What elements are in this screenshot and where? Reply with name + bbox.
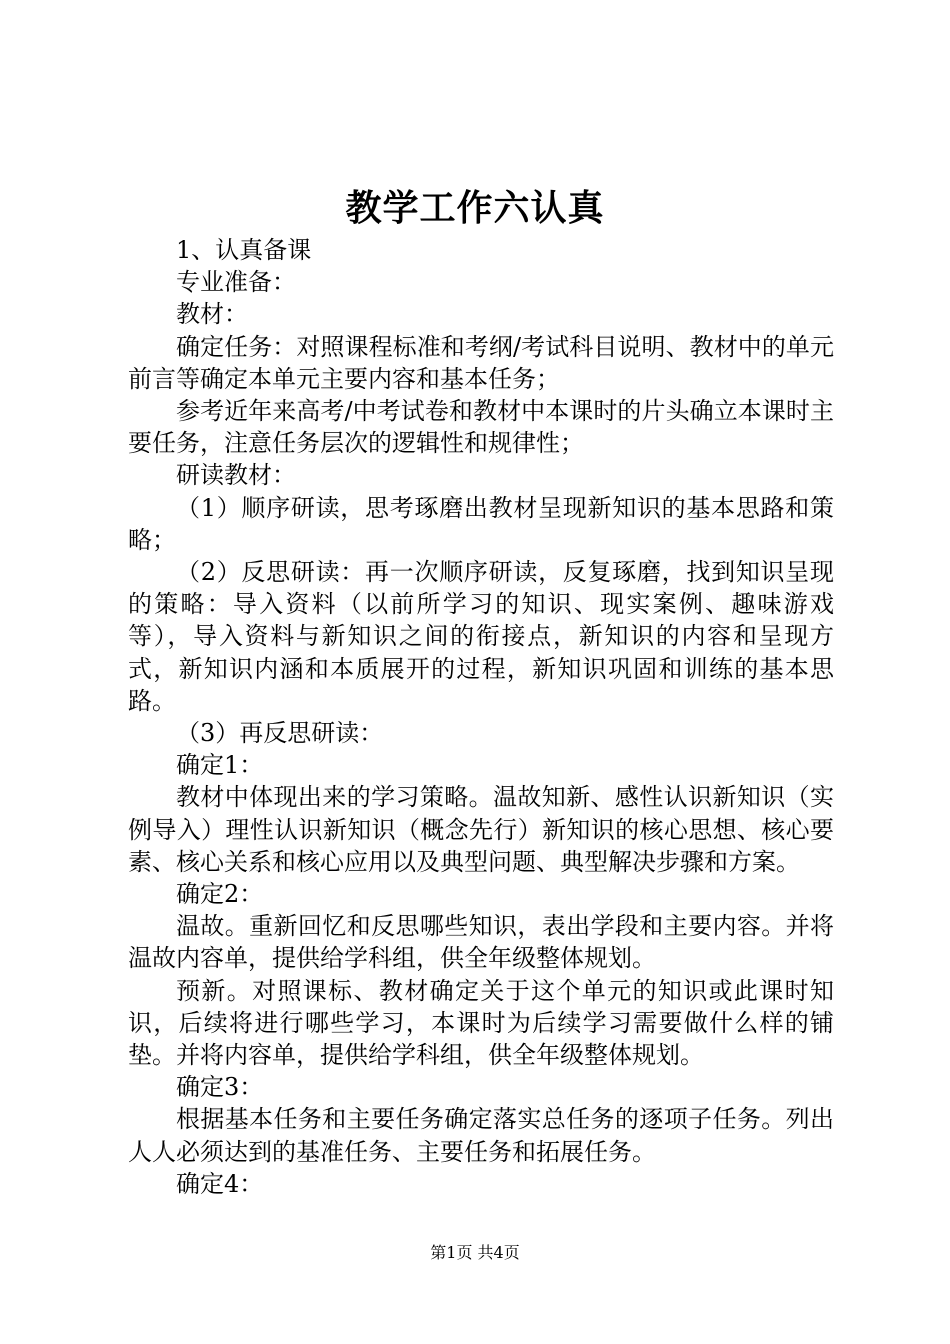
paragraph: 专业准备： <box>176 268 296 297</box>
paragraph: 根据基本任务和主要任务确定落实总任务的逐项子任务。列出人人必须达到的基准任务、主要任务和拓展任务。 <box>128 1105 834 1166</box>
paragraph: 确定3： <box>176 1073 264 1102</box>
paragraph: 温故。重新回忆和反思哪些知识，表出学段和主要内容。并将温故内容单，提供给学科组，供全年级整体规划。 <box>128 912 834 973</box>
paragraph: 教材中体现出来的学习策略。温故知新、感性认识新知识（实例导入）理性认识新知识（概念先行）新知识的核心思想、核心要素、核心关系和核心应用以及典型问题、典型解决步骤和方案。 <box>128 783 834 876</box>
paragraph: （2）反思研读：再一次顺序研读，反复琢磨，找到知识呈现的策略：导入资料（以前所学习的知识、现实案例、趣味游戏等），导入资料与新知识之间的衔接点，新知识的内容和呈现方式，新知识内涵和本质展开的过程，新知识巩固和训练的基本思路。 <box>128 558 834 715</box>
paragraph: 确定任务：对照课程标准和考纲/考试科目说明、教材中的单元前言等确定本单元主要内容和基本任务； <box>128 332 834 393</box>
paragraph: 教材： <box>176 300 248 329</box>
paragraph: 1、认真备课 <box>176 236 312 264</box>
paragraph: 预新。对照课标、教材确定关于这个单元的知识或此课时知识，后续将进行哪些学习，本课时为后续学习需要做什么样的铺垫。并将内容单，提供给学科组，供全年级整体规划。 <box>128 976 834 1070</box>
paragraph: 确定4： <box>176 1169 264 1198</box>
page-footer: 第1页 共4页 <box>430 1243 520 1262</box>
paragraph: 参考近年来高考/中考试卷和教材中本课时的片头确立本课时主要任务，注意任务层次的逻辑性和规律性； <box>128 397 834 458</box>
paragraph: （3）再反思研读： <box>176 719 384 748</box>
paragraph: 研读教材： <box>176 461 296 490</box>
paragraph: 确定1： <box>176 751 264 780</box>
document-body <box>128 234 834 1200</box>
paragraph: （1）顺序研读，思考琢磨出教材呈现新知识的基本思路和策略； <box>128 493 834 554</box>
paragraph: 确定2： <box>176 880 264 909</box>
document-title: 教学工作六认真 <box>345 188 605 229</box>
